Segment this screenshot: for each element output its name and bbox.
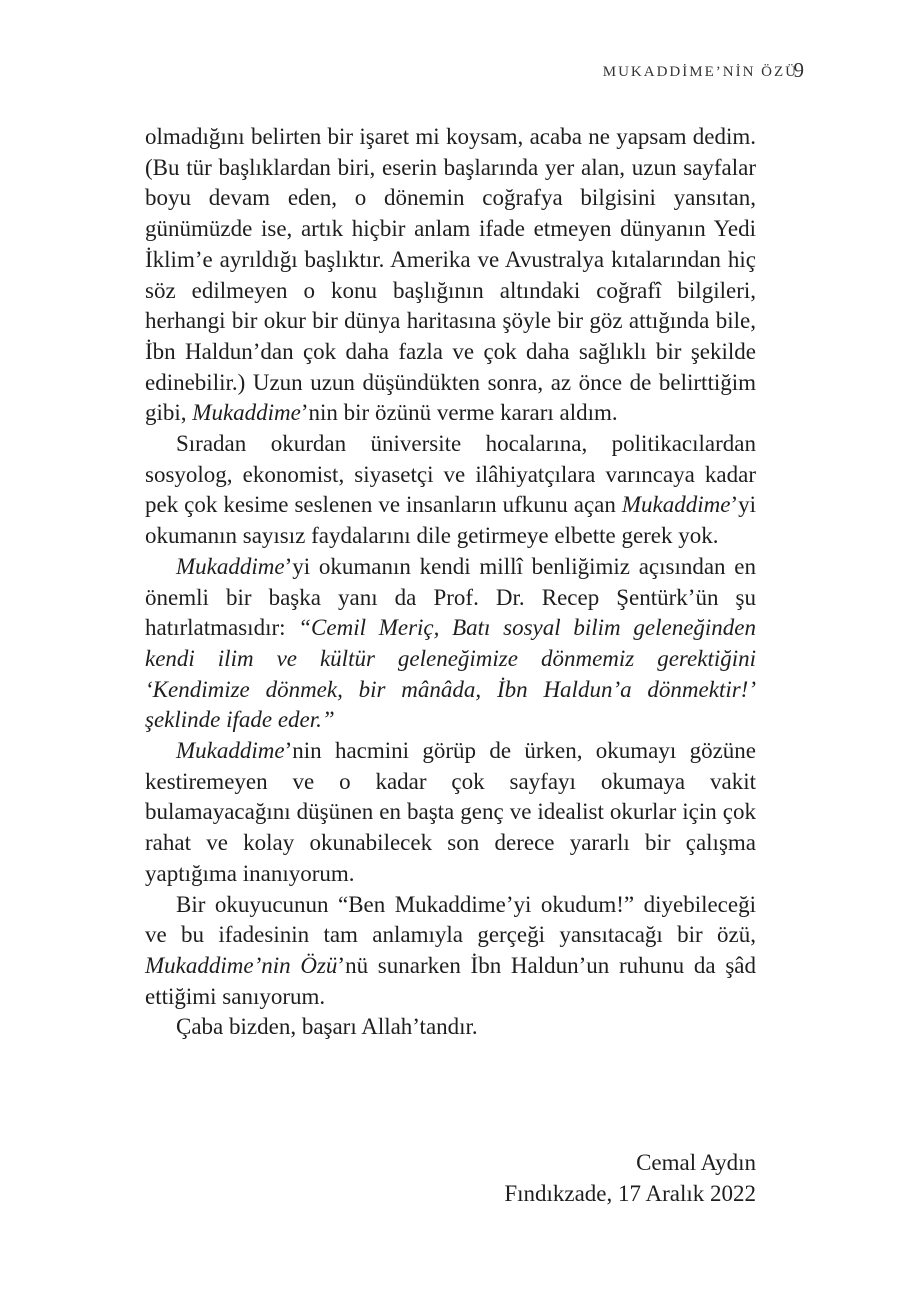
text-run: ’yi okumanın sayısız faydalarını dile getirmeye elbette gerek yok. (145, 492, 756, 549)
body-text (145, 122, 756, 1043)
text-run: ’yi okumanın kendi millî benliğimiz açısından en önemli bir başka yanı da Prof. Dr. Recep Şentürk’ün şu hatırlatmasıdır: (145, 553, 756, 641)
paragraph (145, 736, 756, 890)
text-run: ’nü sunarken İbn Haldun’un ruhunu da şâd ettiğimi sanıyorum. (145, 952, 757, 1009)
text-run: Çaba bizden, başarı Allah’tandır. (176, 1014, 478, 1040)
text-run: ’nin hacmini görüp de ürken, okumayı gözüne kestiremeyen ve o kadar çok sayfayı okumaya vakit bulamayacağını düşünen en başta genç ve idealist okurlar için çok rahat ve kolay okunabilecek son derece yararlı bir çalışma yaptığıma inanıyorum. (145, 738, 756, 886)
italic-text: Mukaddime’nin Özü (145, 952, 338, 978)
italic-text: Mukaddime (176, 553, 285, 579)
italic-text: Mukaddime (621, 492, 731, 518)
paragraph (145, 552, 756, 736)
signature-block (504, 1147, 756, 1209)
paragraph (145, 890, 756, 1013)
place-date: Fındıkzade, 17 Aralık 2022 (504, 1181, 756, 1206)
text-run: Bir okuyucunun “Ben Mukaddime’yi okudum!” diyebileceği ve bu ifadesinin tam anlamıyla gerçeği yansıtacağı bir özü, (145, 891, 756, 948)
page-number: 9 (793, 58, 804, 82)
text-run: Sıradan okurdan üniversite hocalarına, politikacılardan sosyolog, ekonomist, siyasetçi ve ilâhiyatçılara varıncaya kadar pek çok kesime seslenen ve insanların ufkunu açan (145, 431, 756, 518)
paragraph (145, 1012, 756, 1043)
text-run: ’nin bir özünü verme kararı aldım. (300, 400, 618, 426)
author-name: Cemal Aydın (636, 1150, 756, 1175)
paragraph (145, 122, 756, 429)
running-title: MUKADDİME’NİN ÖZÜ (602, 64, 798, 80)
italic-text: “Cemil Meriç, Batı sosyal bilim geleneğinden kendi ilim ve kültür geleneğimize dönmemiz gerektiğini ‘Kendimize dönmek, bir mânâda, İbn Haldun’a dönmektir!’ şeklinde ifade eder.” (145, 615, 757, 733)
paragraph (145, 429, 756, 552)
italic-text: Mukaddime (176, 738, 285, 764)
text-run: olmadığını belirten bir işaret mi koysam, acaba ne yapsam dedim. (Bu tür başlıklardan biri, eserin başlarında yer alan, uzun sayfalar boyu devam eden, o dönemin coğrafya bilgisini yansıtan, günümüzde ise, artık hiçbir anlam ifade etmeyen dünyanın Yedi İklim’e ayrıldığı başlıktır. Amerika ve Avustralya kıtalarından hiç söz edilmeyen o konu başlığının altındaki coğrafî bilgileri, herhangi bir okur bir dünya haritasına şöyle bir göz attığında bile, İbn Haldun’dan çok daha fazla ve çok daha sağlıklı bir şekilde edinebilir.) Uzun uzun düşündükten sonra, az önce de belirttiğim gibi, (145, 124, 756, 426)
italic-text: Mukaddime (192, 400, 301, 426)
